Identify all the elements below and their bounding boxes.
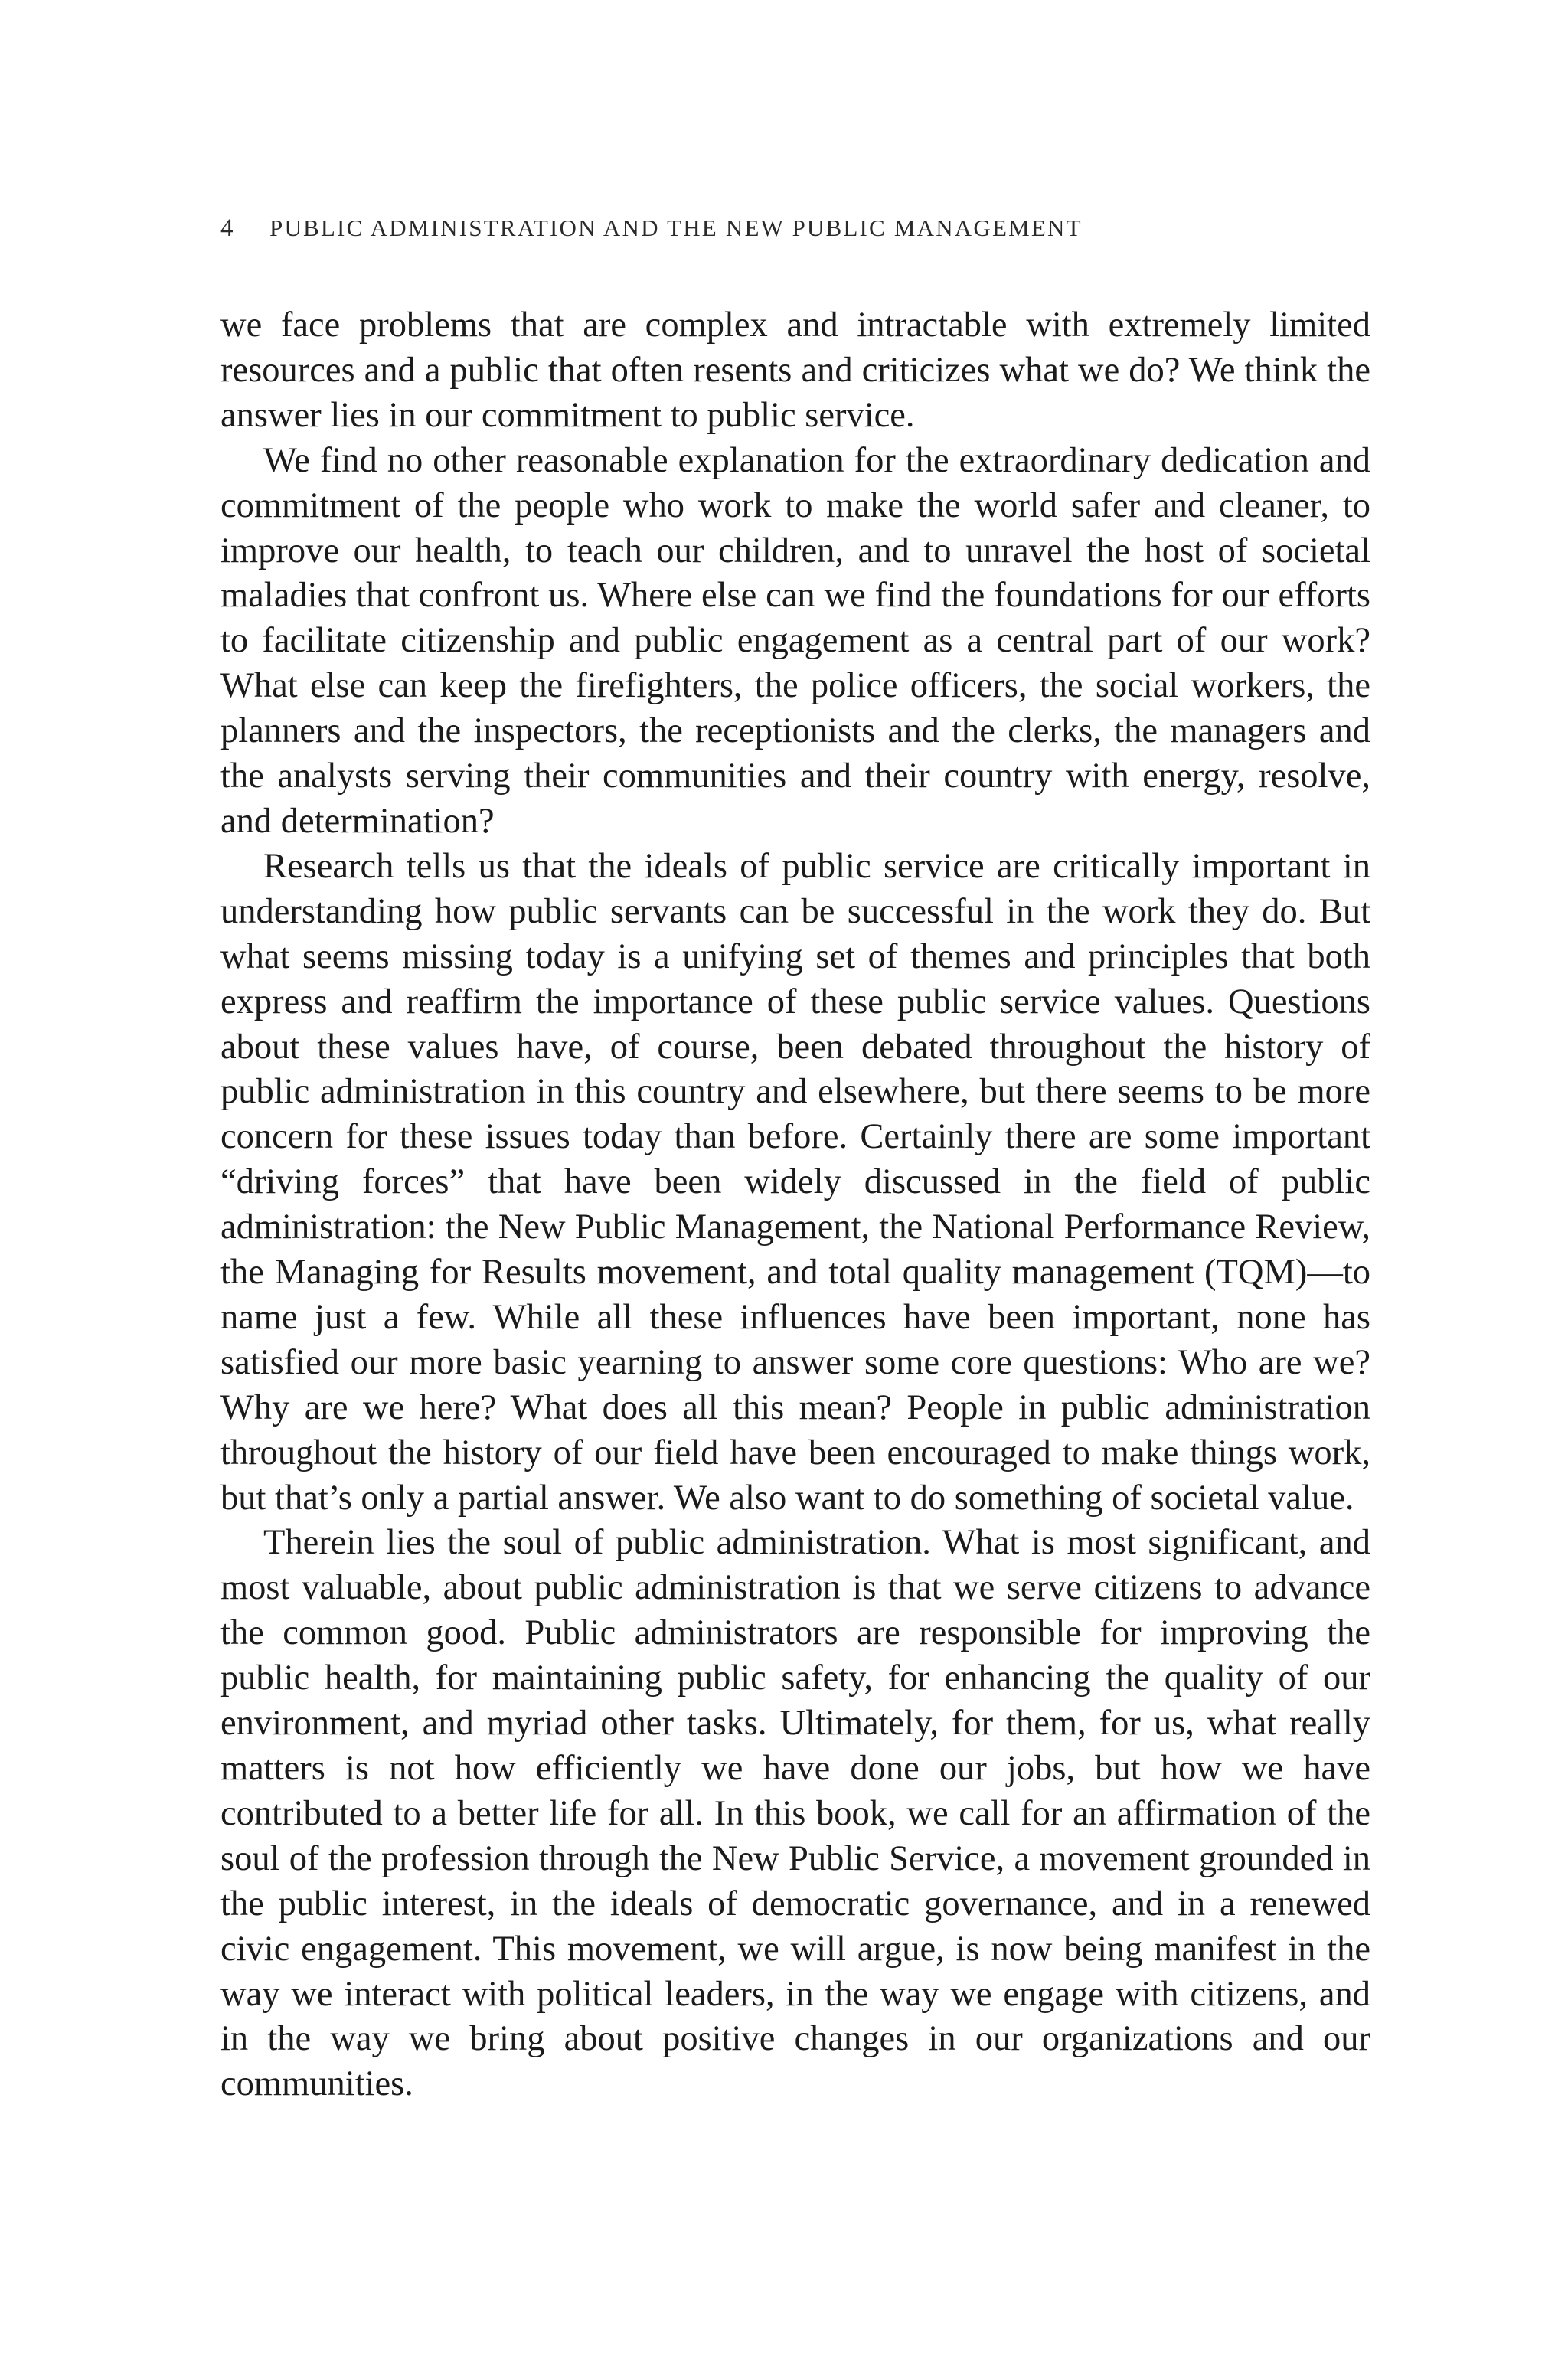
running-title: PUBLIC ADMINISTRATION AND THE NEW PUBLIC MANAGEMENT bbox=[270, 214, 1083, 241]
paragraph: Therein lies the soul of public administration. What is most significant, and most valuable, about public administration is that we serve citizens to advance the common good. Public administrators are responsible for improving the public health, for maintaining public safety, for enhancing the quality of our environment, and myriad other tasks. Ultimately, for them, for us, what really matters is not how efficiently we have done our jobs, but how we have contributed to a better life for all. In this book, we call for an affirmation of the soul of the profession through the New Public Service, a movement grounded in the public interest, in the ideals of democratic governance, and in a renewed civic engagement. This movement, we will argue, is now being manifest in the way we interact with political leaders, in the way we engage with citizens, and in the way we bring about positive changes in our organizations and our communities. bbox=[220, 1523, 1370, 2104]
paragraph-continued: we face problems that are complex and intractable with extremely limited resources and a public that often resents and criticizes what we do? We think the answer lies in our commitment to public service. bbox=[220, 306, 1370, 435]
page-number: 4 bbox=[220, 214, 235, 242]
paragraph: Research tells us that the ideals of public service are critically important in understanding how public servants can be successful in the work they do. But what seems missing today is a unifying set of themes and principles that both express and reaffirm the importance of these public service values. Questions about these values have, of course, been debated throughout the history of public administration in this country and elsewhere, but there seems to be more concern for these issues today than before. Certainly there are some important “driving forces” that have been widely discussed in the field of public administration: the New Public Management, the National Performance Review, the Managing for Results movement, and total quality management (TQM)—to name just a few. While all these influences have been important, none has satisfied our more basic yearning to answer some core questions: Who are we? Why are we here? What does all this mean? People in public administration throughout the history of our field have been encouraged to make things work, but that’s only a partial answer. We also want to do something of societal value. bbox=[220, 846, 1370, 1518]
paragraph: We find no other reasonable explanation for the extraordinary dedication and commitment of the people who work to make the world safer and cleaner, to improve our health, to teach our children, and to unravel the host of societal maladies that confront us. Where else can we find the foundations for our efforts to facilitate citizenship and public engagement as a central part of our work? What else can keep the firefighters, the police officers, the social workers, the planners and the inspectors, the receptionists and the clerks, the managers and the analysts serving their communities and their country with energy, resolve, and determination? bbox=[220, 440, 1370, 841]
body-text bbox=[220, 303, 1370, 2107]
running-head bbox=[220, 213, 1369, 243]
